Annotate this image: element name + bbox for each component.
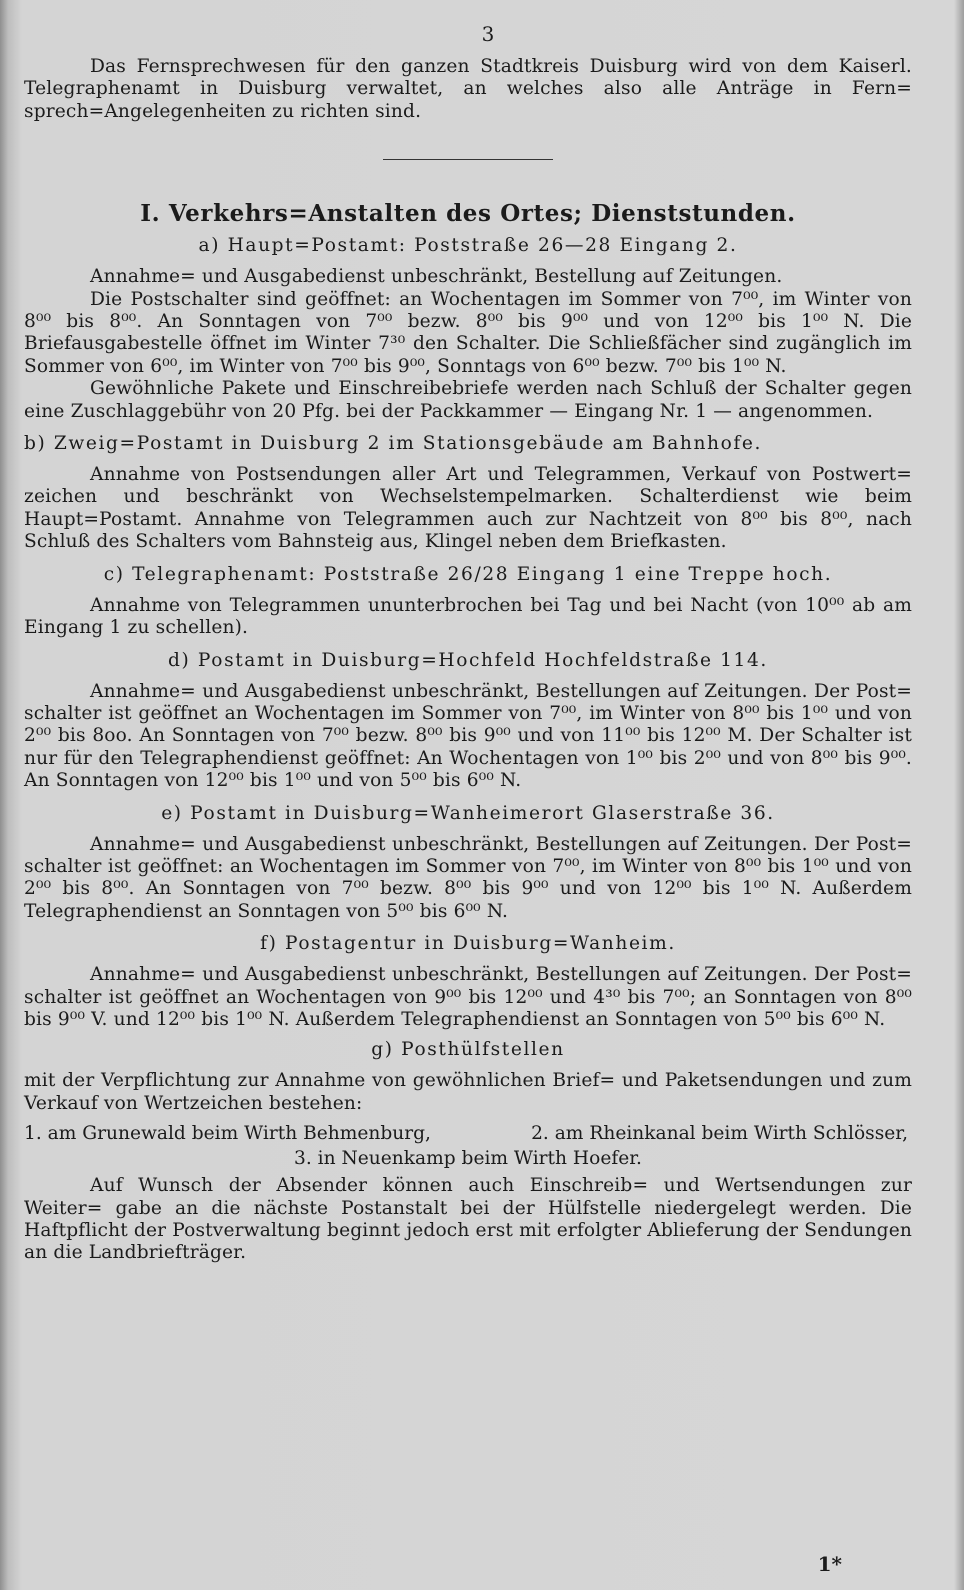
- page-number: 3: [481, 22, 495, 46]
- list-item: 1. am Grunewald beim Wirth Behmenburg,: [24, 1123, 431, 1145]
- signature-mark: 1*: [817, 1552, 842, 1576]
- section-divider: [383, 159, 553, 160]
- section-f-title: f) Postagentur in Duisburg=Wanheim.: [260, 933, 676, 955]
- section-a-title: a) Haupt=Postamt: Poststraße 26—28 Eingang 2.: [198, 235, 738, 257]
- section-d-paragraph-1: Annahme= und Ausgabedienst unbeschränkt, Bestellungen auf Zeitungen. Der Post= schalter ist geöffnet an Wochentagen im Sommer von 7⁰⁰, im Winter von 8⁰⁰ bis 1⁰⁰ und von 2⁰⁰ bis 8oo. An Sonntagen von 7⁰⁰ bezw. 8⁰⁰ bis 9⁰⁰ und von 11⁰⁰ bis 12⁰⁰ M. Der Schalter ist nur für den Telegraphendienst geöffnet: An Wochentagen von 1⁰⁰ bis 2⁰⁰ und von 8⁰⁰ bis 9⁰⁰. An Sonntagen von 12⁰⁰ bis 1⁰⁰ und von 5⁰⁰ bis 6⁰⁰ N.: [24, 680, 912, 792]
- section-g-intro: mit der Verpflichtung zur Annahme von gewöhnlichen Brief= und Paketsendungen und zum Verkauf von Wertzeichen bestehen:: [24, 1070, 912, 1114]
- posthuelfstellen-list: [24, 1123, 912, 1144]
- section-f-paragraph-1: Annahme= und Ausgabedienst unbeschränkt, Bestellungen auf Zeitungen. Der Post= schalter ist geöffnet an Wochentagen von 9⁰⁰ bis 12⁰⁰ und 4³⁰ bis 7⁰⁰; an Sonntagen von 8⁰⁰ bis 9⁰⁰ V. und 12⁰⁰ bis 1⁰⁰ N. Außerdem Telegraphendienst an Sonntagen von 5⁰⁰ bis 6⁰⁰ N.: [24, 964, 912, 1030]
- section-d-title: d) Postamt in Duisburg=Hochfeld Hochfeldstraße 114.: [168, 649, 768, 671]
- list-item: 2. am Rheinkanal beim Wirth Schlösser,: [531, 1123, 908, 1145]
- section-a-paragraph-1: Annahme= und Ausgabedienst unbeschränkt, Bestellung auf Zeitungen.: [90, 266, 783, 288]
- chapter-heading: I. Verkehrs=Anstalten des Ortes; Dienststunden.: [140, 200, 796, 228]
- page-edge-shadow: [954, 0, 964, 1590]
- section-g-paragraph-2: Auf Wunsch der Absender können auch Einschreib= und Wertsendungen zur Weiter= gabe an die nächste Postanstalt bei der Hülfstelle niedergelegt werden. Die Haftpflicht der Postverwaltung beginnt jedoch erst mit erfolgter Ablieferung der Sendungen an die Landbriefträger.: [24, 1175, 912, 1264]
- section-c-title: c) Telegraphenamt: Poststraße 26/28 Eingang 1 eine Treppe hoch.: [103, 563, 833, 585]
- section-a-paragraph-3: Gewöhnliche Pakete und Einschreibebriefe werden nach Schluß der Schalter gegen eine Zuschlaggebühr von 20 Pfg. bei der Packkammer — Eingang Nr. 1 — angenommen.: [24, 378, 912, 422]
- section-g-title: g) Posthülfstellen: [371, 1039, 565, 1061]
- section-e-title: e) Postamt in Duisburg=Wanheimerort Glaserstraße 36.: [161, 802, 775, 824]
- section-e-paragraph-1: Annahme= und Ausgabedienst unbeschränkt, Bestellungen auf Zeitungen. Der Post= schalter ist geöffnet: an Wochentagen im Sommer von 7⁰⁰, im Winter von 8⁰⁰ bis 1⁰⁰ und von 2⁰⁰ bis 8⁰⁰. An Sonntagen von 7⁰⁰ bezw. 8⁰⁰ bis 9⁰⁰ und von 12⁰⁰ bis 1⁰⁰ N. Außerdem Telegraphendienst an Sonntagen von 5⁰⁰ bis 6⁰⁰ N.: [24, 833, 912, 922]
- list-item: 3. in Neuenkamp beim Wirth Hoefer.: [294, 1148, 642, 1170]
- intro-paragraph: Das Fernsprechwesen für den ganzen Stadtkreis Duisburg wird von dem Kaiserl. Telegraphenamt in Duisburg verwaltet, an welches also alle Anträge in Fern= sprech=Angelegenheiten zu richten sind.: [24, 56, 912, 122]
- page-content: [24, 22, 912, 1265]
- section-c-paragraph-1: Annahme von Telegrammen ununterbrochen bei Tag und bei Nacht (von 10⁰⁰ ab am Eingang 1 zu schellen).: [24, 594, 912, 639]
- section-a-paragraph-2: Die Postschalter sind geöffnet: an Wochentagen im Sommer von 7⁰⁰, im Winter von 8⁰⁰ bis 8⁰⁰. An Sonntagen von 7⁰⁰ bezw. 8⁰⁰ bis 9⁰⁰ und von 12⁰⁰ bis 1⁰⁰ N. Die Briefausgabestelle öffnet im Winter 7³⁰ den Schalter. Die Schließfächer sind zugänglich im Sommer von 6⁰⁰, im Winter von 7⁰⁰ bis 9⁰⁰, Sonntags von 6⁰⁰ bezw. 7⁰⁰ bis 1⁰⁰ N.: [24, 288, 912, 377]
- section-b-title: b) Zweig=Postamt in Duisburg 2 im Stationsgebäude am Bahnhofe.: [24, 433, 763, 455]
- section-b-paragraph-1: Annahme von Postsendungen aller Art und Telegrammen, Verkauf von Postwert= zeichen und beschränkt von Wechselstempelmarken. Schalterdienst wie beim Haupt=Postamt. Annahme von Telegrammen auch zur Nachtzeit von 8⁰⁰ bis 8⁰⁰, nach Schluß des Schalters vom Bahnsteig aus, Klingel neben dem Briefkasten.: [24, 464, 912, 553]
